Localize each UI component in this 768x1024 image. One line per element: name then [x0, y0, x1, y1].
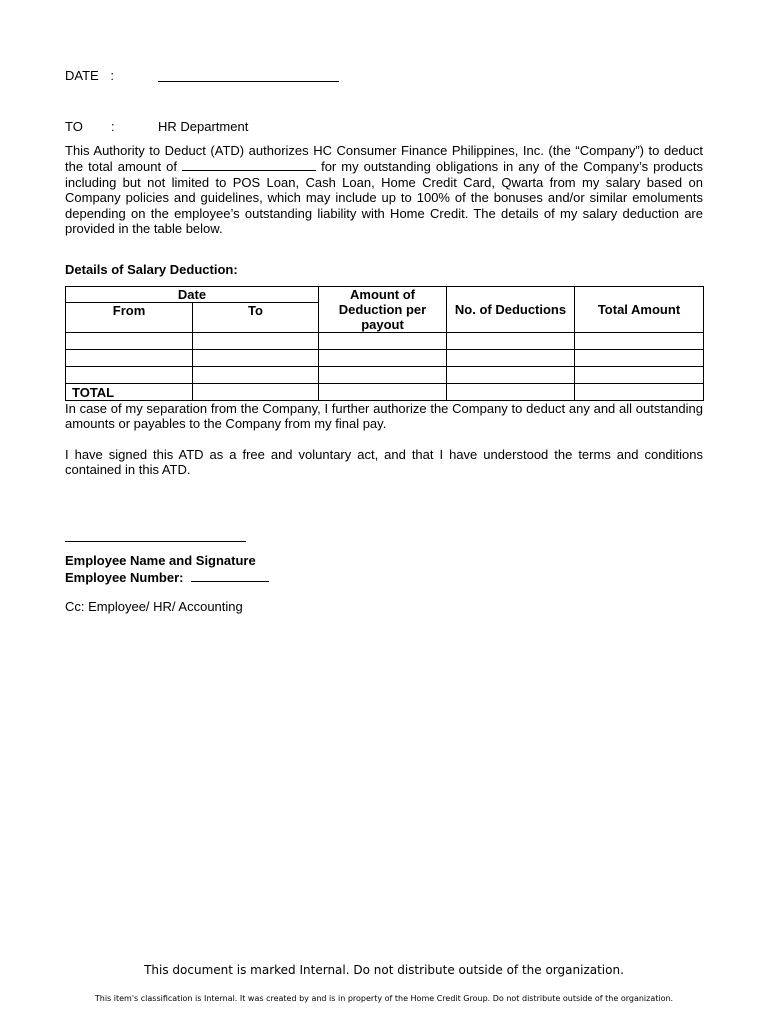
- signature-line: [65, 541, 246, 542]
- to-value: HR Department: [158, 119, 249, 134]
- table-cell: [319, 384, 447, 401]
- total-row-label: TOTAL: [66, 384, 193, 401]
- table-cell: [66, 367, 193, 384]
- date-header: Date: [66, 287, 319, 303]
- table-row: [66, 333, 704, 350]
- table-cell: [66, 350, 193, 367]
- date-colon: :: [110, 68, 114, 83]
- to-row: [65, 119, 83, 134]
- table-cell: [447, 350, 575, 367]
- date-row: [65, 68, 114, 83]
- number-header: No. of Deductions: [447, 287, 575, 333]
- date-blank-line: [158, 69, 339, 82]
- authorization-paragraph: [65, 143, 703, 236]
- to-header: To: [193, 303, 319, 333]
- table-cell: [193, 367, 319, 384]
- table-cell: [447, 333, 575, 350]
- voluntary-act-paragraph: I have signed this ATD as a free and voluntary act, and that I have understood the terms and conditions contained in this ATD.: [65, 447, 703, 478]
- table-cell: [575, 384, 704, 401]
- table-cell: [575, 350, 704, 367]
- table-cell: [319, 350, 447, 367]
- table-cell: [447, 367, 575, 384]
- classification-notice-footer: This item's classification is Internal. It was created by and is in property of the Home Credit Group. Do not distribute outside of the organization.: [94, 994, 674, 1003]
- employee-number-blank-line: [191, 569, 269, 582]
- total-amount-header: Total Amount: [575, 287, 704, 333]
- internal-notice-footer: This document is marked Internal. Do not distribute outside of the organization.: [144, 963, 624, 977]
- authorization-text-part1: This Authority to Deduct (ATD) authorizes HC Consumer Finance Philippines, Inc. (the “Company”) to deduct the total amount of: [65, 143, 703, 175]
- from-header: From: [66, 303, 193, 333]
- table-cell: [193, 333, 319, 350]
- table-cell: [447, 384, 575, 401]
- table-cell: [66, 333, 193, 350]
- employee-number-row: [65, 569, 269, 585]
- table-row: [66, 350, 704, 367]
- total-row: [66, 384, 704, 401]
- table-cell: [319, 333, 447, 350]
- employee-number-label: Employee Number:: [65, 570, 184, 585]
- table-row: [66, 367, 704, 384]
- table-cell: [575, 333, 704, 350]
- table-cell: [319, 367, 447, 384]
- authorization-text-part2: for my outstanding obligations in any of the Company’s products including but not limited to POS Loan, Cash Loan, Home Credit Card, Qwarta from my salary based on Company policies and guidelines, which may include up to 100% of the bonuses and/or similar emoluments depending on the employee’s outstanding liability with Home Credit. The details of my salary deduction are provided in the table below.: [65, 159, 704, 237]
- employee-name-signature-label: Employee Name and Signature: [65, 553, 256, 568]
- separation-paragraph: In case of my separation from the Company, I further authorize the Company to deduct any and all outstanding amounts or payables to the Company from my final pay.: [65, 401, 703, 432]
- table-cell: [193, 384, 319, 401]
- table-cell: [193, 350, 319, 367]
- details-heading: Details of Salary Deduction:: [65, 262, 238, 277]
- to-label: TO: [65, 119, 83, 134]
- amount-header: Amount of Deduction per payout: [319, 287, 447, 333]
- to-colon: :: [111, 119, 115, 134]
- table-cell: [575, 367, 704, 384]
- date-label: DATE: [65, 68, 99, 83]
- cc-line: Cc: Employee/ HR/ Accounting: [65, 599, 243, 614]
- salary-deduction-table: [65, 286, 704, 401]
- amount-blank-line: [182, 158, 316, 171]
